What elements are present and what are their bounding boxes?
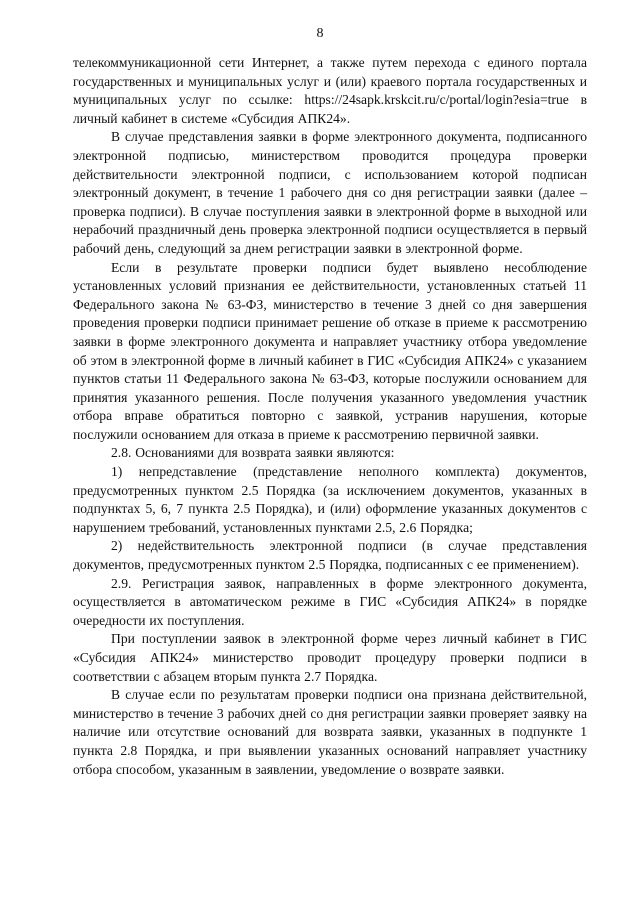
paragraph-2-8-heading: 2.8. Основаниями для возврата заявки являются:	[111, 445, 395, 461]
paragraph-2-8-item-2: 2) недействительность электронной подписи (в случае представления документов, предусмотренных пунктом 2.5 Порядка, подписанных с ее применением).	[73, 538, 587, 573]
paragraph-2-8-item-1: 1) непредставление (представление неполного комплекта) документов, предусмотренных пунктом 2.5 Порядка (за исключением документов, указанных в подпунктах 5, 6, 7 пункта 2.5 Порядка), и (или) оформление указанных документов с нарушением требований, установленных пунктами 2.5, 2.6 Порядка;	[73, 464, 587, 535]
paragraph-2-9: 2.9. Регистрация заявок, направленных в форме электронного документа, осуществляется в автоматическом режиме в ГИС «Субсидия АПК24» в порядке очередности их поступления.	[73, 575, 587, 628]
paragraph-signature-check: В случае представления заявки в форме электронного документа, подписанного электронной подписью, министерством проводится процедура проверки действительности электронной подписи, с использованием которой подписан электронный документ, в течение 1 рабочего дня со дня регистрации заявки (далее – проверка подписи). В случае поступления заявки в электронной форме в выходной или нерабочий праздничный день проверка электронной подписи осуществляется в первый рабочий день, следующий за днем регистрации заявки в электронной форме.	[73, 129, 587, 256]
paragraph-signature-invalid: Если в результате проверки подписи будет выявлено несоблюдение установленных условий признания ее действительности, установленных статьей 11 Федерального закона № 63-ФЗ, министерство в течение 3 дней со дня завершения проведения проверки подписи принимает решение об отказе в приеме к рассмотрению заявки в форме электронного документа и направляет участнику отбора уведомление об этом в электронной форме в личный кабинет в ГИС «Субсидия АПК24» с указанием пунктов статьи 11 Федерального закона № 63-ФЗ, которые послужили основанием для принятия указанного решения. После получения указанного уведомления участник отбора вправе обратиться повторно с заявкой, устранив нарушения, которые послужили основанием для отказа в приеме к рассмотрению первичной заявки.	[73, 259, 588, 442]
paragraph-cabinet-check: При поступлении заявок в электронной форме через личный кабинет в ГИС «Субсидия АПК24» министерство проводит процедуру проверки подписи в соответствии с абзацем вторым пункта 2.7 Порядка.	[73, 631, 587, 684]
paragraph-return-notice: В случае если по результатам проверки подписи она признана действительной, министерство в течение 3 рабочих дней со дня регистрации заявки проверяет заявку на наличие или отсутствие оснований для возврата заявки, указанных в подпункте 1 пункта 2.8 Порядка, и при выявлении указанных оснований направляет участнику отбора способом, указанным в заявлении, уведомление о возврате заявки.	[73, 687, 587, 777]
page-number: 8	[316, 26, 324, 41]
document-body	[73, 54, 587, 779]
paragraph-portal-link: телекоммуникационной сети Интернет, а также путем перехода с единого портала государственных и муниципальных услуг и (или) краевого портала государственных и муниципальных услуг по ссылке: https://24sapk.krskcit.ru/c/portal/login?esia=true в личный кабинет в системе «Субсидия АПК24».	[73, 55, 587, 126]
